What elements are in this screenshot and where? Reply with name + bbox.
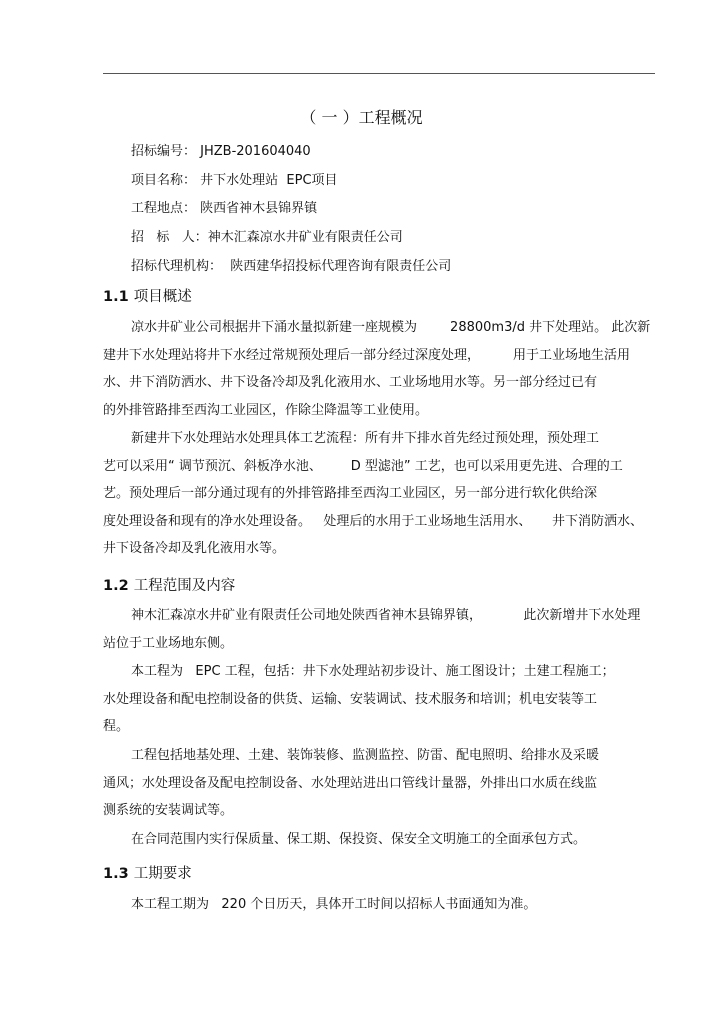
text-line: 建井下水处理站将井下水经过常规预处理后一部分经过深度处理， 用于工业场地生活用 bbox=[103, 347, 631, 363]
section-heading-1-2 bbox=[103, 576, 235, 596]
paragraph-contract-mode bbox=[103, 826, 655, 854]
section-title: 工程范围及内容 bbox=[133, 578, 236, 594]
bid-number: 招标编号： JHZB-201604040 bbox=[131, 144, 311, 159]
paragraph-project-overview bbox=[103, 314, 655, 424]
paragraph-schedule bbox=[103, 891, 655, 919]
text-line: 通风；水处理设备及配电控制设备、水处理站进出口管线计量器，外排出口水质在线监 bbox=[103, 775, 598, 791]
section-heading-1-1 bbox=[103, 287, 192, 307]
paragraph-works-included bbox=[103, 742, 655, 825]
text-line: 新建井下水处理站水处理具体工艺流程：所有井下排水首先经过预处理，预处理工 bbox=[131, 431, 600, 446]
text-line: 井下设备冷却及乳化液用水等。 bbox=[103, 541, 286, 556]
section-number: 1.2 bbox=[103, 578, 129, 594]
bidding-agent: 招标代理机构： 陕西建华招投标代理咨询有限责任公司 bbox=[131, 259, 452, 274]
section-number: 1.3 bbox=[103, 866, 129, 882]
paragraph-process-flow bbox=[103, 425, 655, 563]
header-rule bbox=[103, 73, 655, 74]
text-line: 神木汇森凉水井矿业有限责任公司地处陕西省神木县锦界镇， 此次新增井下水处理 bbox=[131, 608, 641, 623]
tenderer: 招 标 人：神木汇森凉水井矿业有限责任公司 bbox=[131, 230, 403, 245]
text-line: 本工程为 EPC 工程，包括：井下水处理站初步设计、施工图设计；土建工程施工； bbox=[131, 664, 615, 679]
text-line: 艺。预处理后一部分通过现有的外排管路排至西沟工业园区，另一部分进行软化供给深 bbox=[103, 486, 598, 501]
text-line: 水、井下消防洒水、井下设备冷却及乳化液用水、工业场地用水等。另一部分经过已有 bbox=[103, 375, 598, 390]
project-location: 工程地点： 陕西省神木县锦界镇 bbox=[131, 201, 318, 216]
text-line: 程。 bbox=[103, 719, 130, 734]
text-line: 的外排管路排至西沟工业园区，作除尘降温等工业使用。 bbox=[103, 402, 429, 418]
section-title: 工期要求 bbox=[133, 866, 192, 882]
text-line: 站位于工业场地东侧。 bbox=[103, 635, 234, 651]
text-line: 度处理设备和现有的净水处理设备。 处理后的水用于工业场地生活用水、 井下消防洒水、 bbox=[103, 513, 644, 529]
text-line: 水处理设备和配电控制设备的供货、运输、安装调试、技术服务和培训；机电安装等工 bbox=[103, 691, 598, 707]
section-title: 项目概述 bbox=[133, 289, 192, 305]
project-name: 项目名称： 井下水处理站 EPC项目 bbox=[131, 173, 338, 188]
paragraph-epc-scope bbox=[103, 658, 655, 741]
text-line: 艺可以采用“ 调节预沉、斜板净水池、 D 型滤池” 工艺，也可以采用更先进、合理的工 bbox=[103, 458, 623, 474]
text-line: 在合同范围内实行保质量、保工期、保投资、保安全文明施工的全面承包方式。 bbox=[131, 832, 587, 847]
text-line: 测系统的安装调试等。 bbox=[103, 803, 234, 818]
section-number: 1.1 bbox=[103, 289, 129, 305]
section-heading-1-3 bbox=[103, 864, 192, 884]
text-line: 工程包括地基处理、土建、装饰装修、监测监控、防雷、配电照明、给排水及采暖 bbox=[131, 748, 600, 763]
text-line: 本工程工期为 220 个日历天，具体开工时间以招标人书面通知为准。 bbox=[131, 897, 537, 912]
page-title: （ 一 ）工程概况 bbox=[300, 108, 423, 127]
paragraph-scope-location bbox=[103, 602, 655, 657]
text-line: 凉水井矿业公司根据井下涌水量拟新建一座规模为 28800m3/d 井下处理站。 此次新 bbox=[131, 320, 651, 335]
